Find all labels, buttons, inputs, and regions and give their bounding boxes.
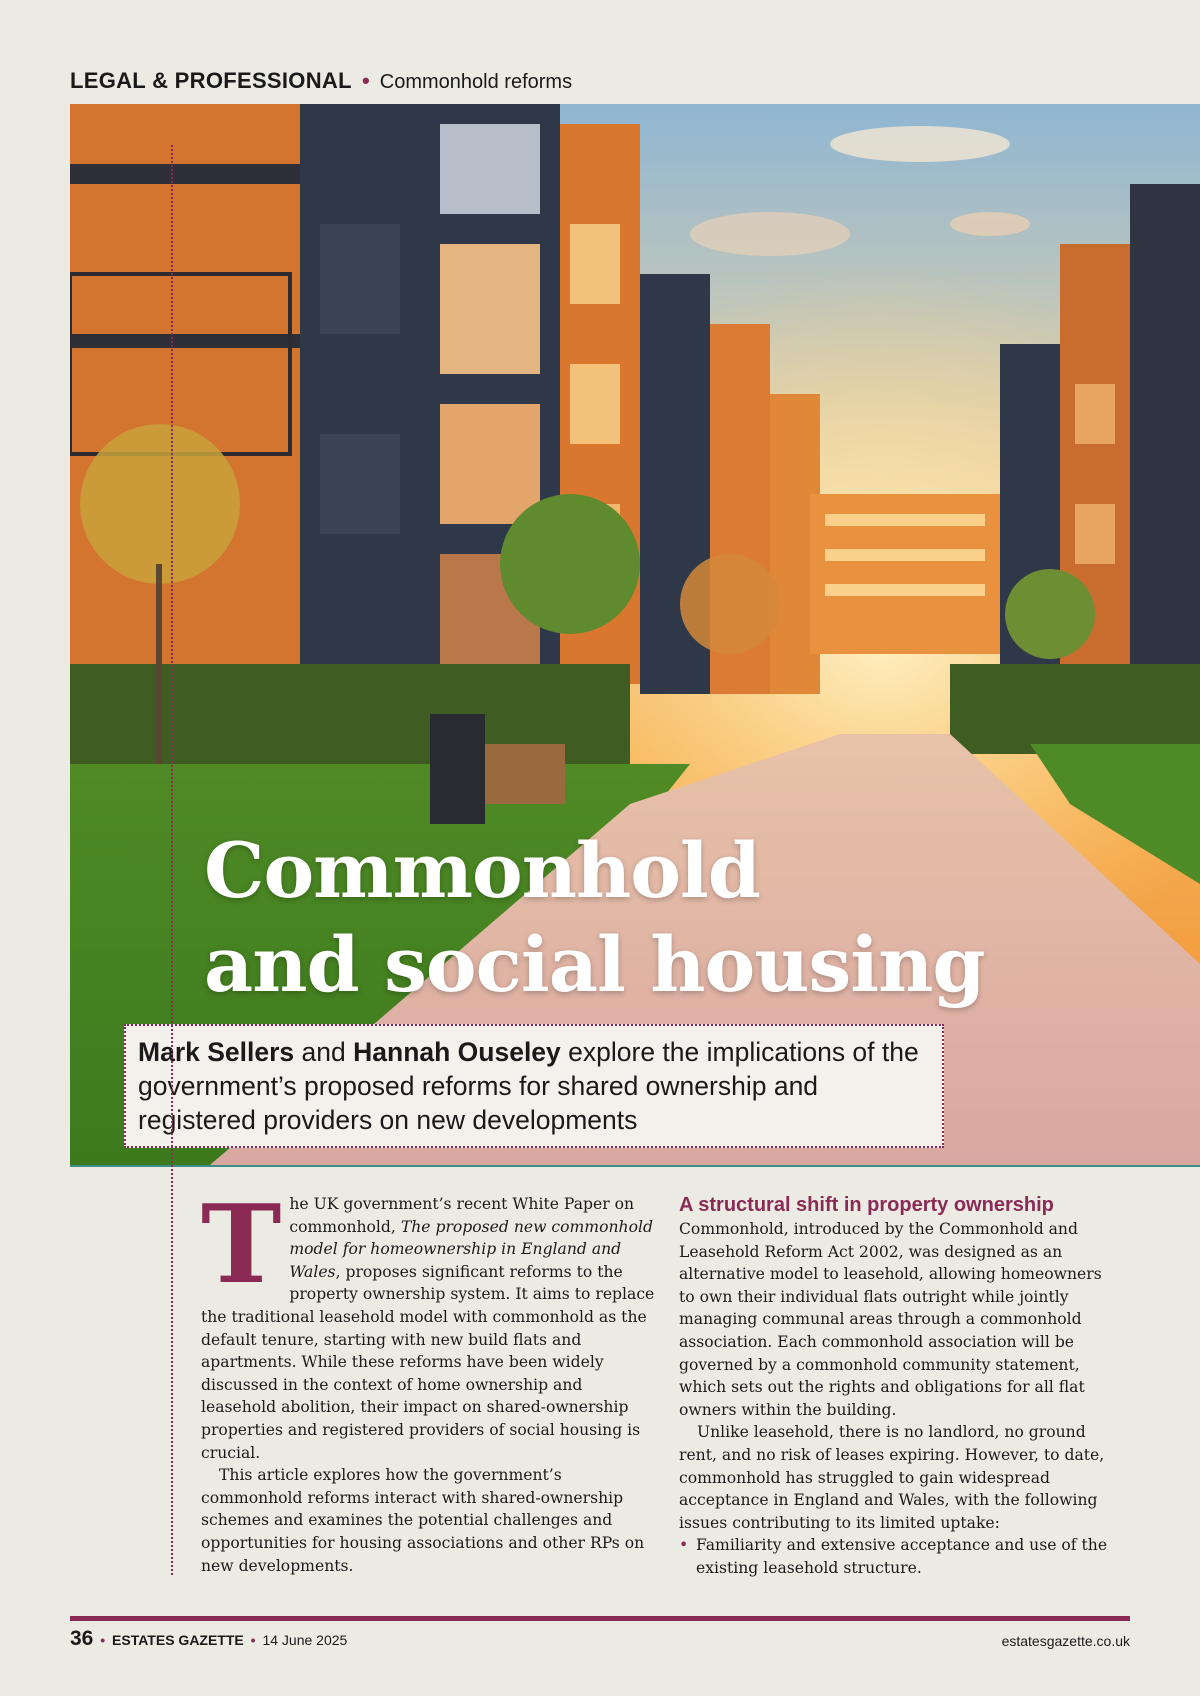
- page-number: 36: [70, 1627, 94, 1650]
- section-kicker: [70, 68, 572, 94]
- intro-text-start: he UK government’s recent White Paper on commonhold,: [289, 1195, 635, 1236]
- drop-cap: T: [201, 1182, 282, 1308]
- issues-list: [679, 1534, 1109, 1579]
- title-line-2: and social housing: [204, 920, 985, 1009]
- standfirst-text: explore the implications of the government’s proposed reforms for shared ownership and registered providers on new developments: [138, 1037, 919, 1135]
- body-paragraph-4: Unlike leasehold, there is no landlord, no ground rent, and no risk of leases expiring. However, to date, commonhold has struggled to gain widespread acceptance in England and Wales, with the following issues contributing to its limited uptake:: [679, 1423, 1105, 1532]
- article-title: [204, 824, 985, 1012]
- author-1: Mark Sellers: [138, 1037, 295, 1067]
- white-paper-title: The proposed new commonhold model for homeownership in England and Wales: [289, 1217, 653, 1281]
- standfirst-box: [124, 1024, 944, 1148]
- hero-image: [70, 104, 1200, 1167]
- dotted-vertical-rule: [171, 145, 173, 1575]
- folio-separator: •: [250, 1632, 256, 1648]
- footer-rule: [70, 1616, 1130, 1621]
- body-paragraph-2: This article explores how the government’s commonhold reforms interact with shared-ownership schemes and examines the potential challenges and opportunities for housing associations and other RPs on new developments.: [201, 1466, 645, 1575]
- body-paragraph-3: Commonhold, introduced by the Commonhold and Leasehold Reform Act 2002, was designed as an alternative model to leasehold, allowing homeowners to own their individual flats outright while jointly managing communal areas through a commonhold association. Each commonhold association will be governed by a commonhold community statement, which sets out the rights and obligations for all flat owners within the building.: [679, 1220, 1102, 1419]
- folio: [70, 1627, 347, 1651]
- section-label: LEGAL & PROFESSIONAL: [70, 68, 352, 93]
- issues-list-item: • Familiarity and extensive acceptance and use of the existing leasehold structure.: [696, 1534, 1109, 1579]
- author-2: Hannah Ouseley: [353, 1037, 561, 1067]
- kicker-separator: •: [361, 68, 370, 93]
- issue-date: 14 June 2025: [262, 1632, 348, 1648]
- intro-text-end: , proposes significant reforms to the property ownership system. It aims to replace the traditional leasehold model with commonhold as the default tenure, starting with new build flats and apartments. While these reforms have been widely discussed in the context of home ownership and leasehold abolition, their impact on shared-ownership properties and registered providers of social housing is crucial.: [201, 1262, 655, 1462]
- intro-paragraph: [201, 1182, 657, 1464]
- section-subhead: A structural shift in property ownership: [679, 1194, 1054, 1216]
- author-conjunction: and: [301, 1037, 346, 1067]
- website-url: estatesgazette.co.uk: [1001, 1633, 1130, 1649]
- topic-label: Commonhold reforms: [379, 71, 573, 93]
- article-column-left: [201, 1182, 657, 1577]
- title-line-1: Commonhold: [204, 826, 760, 915]
- folio-separator: •: [100, 1632, 106, 1648]
- article-column-right: [679, 1193, 1109, 1580]
- publication-name: ESTATES GAZETTE: [112, 1632, 244, 1648]
